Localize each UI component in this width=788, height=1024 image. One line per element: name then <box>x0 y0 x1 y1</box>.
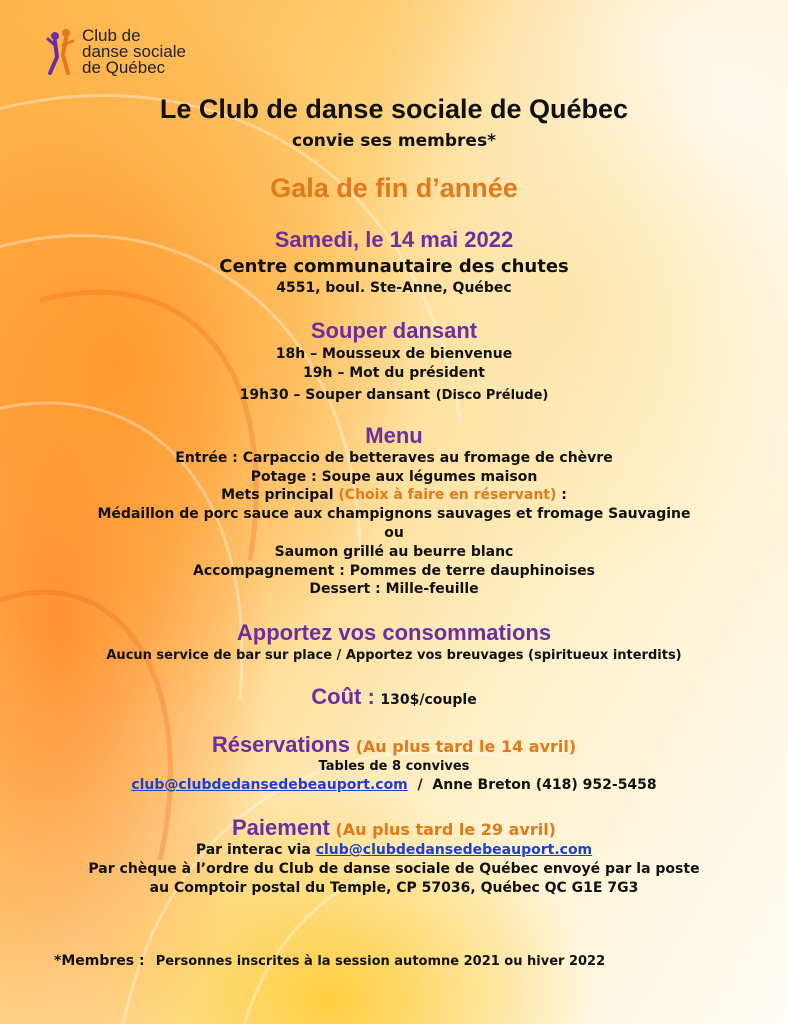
reservations-contact-line <box>0 777 788 793</box>
reservations-tables: Tables de 8 convives <box>318 759 470 774</box>
menu-mets-colon: : <box>561 487 567 503</box>
menu-dessert: Dessert : Mille-feuille <box>309 581 479 597</box>
souper-item-last <box>0 384 788 403</box>
paiement-heading: Paiement <box>232 815 330 840</box>
reservations-deadline: (Au plus tard le 14 avril) <box>355 737 577 756</box>
reservations-email-link[interactable]: club@clubdedansedebeauport.com <box>131 777 408 793</box>
menu-mets-label: Mets principal <box>221 487 334 503</box>
reservations-contact: Anne Breton (418) 952-5458 <box>432 777 657 793</box>
logo-line-1: Club de <box>82 26 141 45</box>
reservations-heading: Réservations <box>211 732 351 757</box>
paiement-interac-label: Par interac via <box>195 842 311 858</box>
souper-heading: Souper dansant <box>310 318 478 343</box>
event-address: 4551, boul. Ste-Anne, Québec <box>276 280 512 296</box>
logo-line-3: de Québec <box>82 58 166 77</box>
menu-potage: Potage : Soupe aux légumes maison <box>250 469 538 485</box>
event-venue: Centre communautaire des chutes <box>219 256 569 277</box>
menu-or: ou <box>384 525 404 541</box>
reservations-line <box>0 732 788 758</box>
event-date: Samedi, le 14 mai 2022 <box>274 227 514 252</box>
paiement-interac-line <box>0 842 788 858</box>
reservations-separator: / <box>417 777 423 793</box>
paiement-cheque-line-1: Par chèque à l’ordre du Club de danse sociale de Québec envoyé par la poste <box>88 861 700 877</box>
paiement-deadline: (Au plus tard le 29 avril) <box>335 820 556 839</box>
cout-line <box>0 684 788 710</box>
paiement-cheque-line-2: au Comptoir postal du Temple, CP 57036, Québec QC G1E 7G3 <box>149 880 639 896</box>
page-subtitle: convie ses membres* <box>292 131 496 151</box>
menu-heading: Menu <box>365 423 423 448</box>
club-logo <box>46 27 186 77</box>
menu-choice-1: Médaillon de porc sauce aux champignons sauvages et fromage Sauvagine <box>97 506 691 522</box>
page-title: Le Club de danse sociale de Québec <box>159 94 629 124</box>
footnote-label: *Membres : <box>54 953 145 969</box>
menu-mets <box>0 487 788 503</box>
menu-choice-2: Saumon grillé au beurre blanc <box>274 544 514 560</box>
footnote <box>54 950 605 969</box>
menu-mets-note: (Choix à faire en réservant) <box>338 487 557 503</box>
cout-value: 130$/couple <box>380 692 477 708</box>
event-name: Gala de fin d’année <box>270 173 518 203</box>
souper-item-note: (Disco Prélude) <box>435 388 549 403</box>
menu-entree: Entrée : Carpaccio de betteraves au fromage de chèvre <box>175 450 613 466</box>
souper-item-text: 19h30 – Souper dansant <box>239 387 431 403</box>
paiement-line <box>0 815 788 841</box>
menu-accompagnement: Accompagnement : Pommes de terre dauphinoises <box>193 563 595 579</box>
dancers-icon <box>46 27 76 77</box>
paiement-email-link[interactable]: club@clubdedansedebeauport.com <box>315 842 593 858</box>
consommations-text: Aucun service de bar sur place / Apportez vos breuvages (spiritueux interdits) <box>106 648 682 663</box>
footnote-text: Personnes inscrites à la session automne 2021 ou hiver 2022 <box>155 954 606 969</box>
cout-label: Coût : <box>311 684 375 709</box>
souper-item: 18h – Mousseux de bienvenue <box>275 346 513 362</box>
consommations-heading: Apportez vos consommations <box>236 620 552 645</box>
souper-item: 19h – Mot du président <box>303 365 485 381</box>
logo-line-2: danse sociale <box>82 42 186 61</box>
